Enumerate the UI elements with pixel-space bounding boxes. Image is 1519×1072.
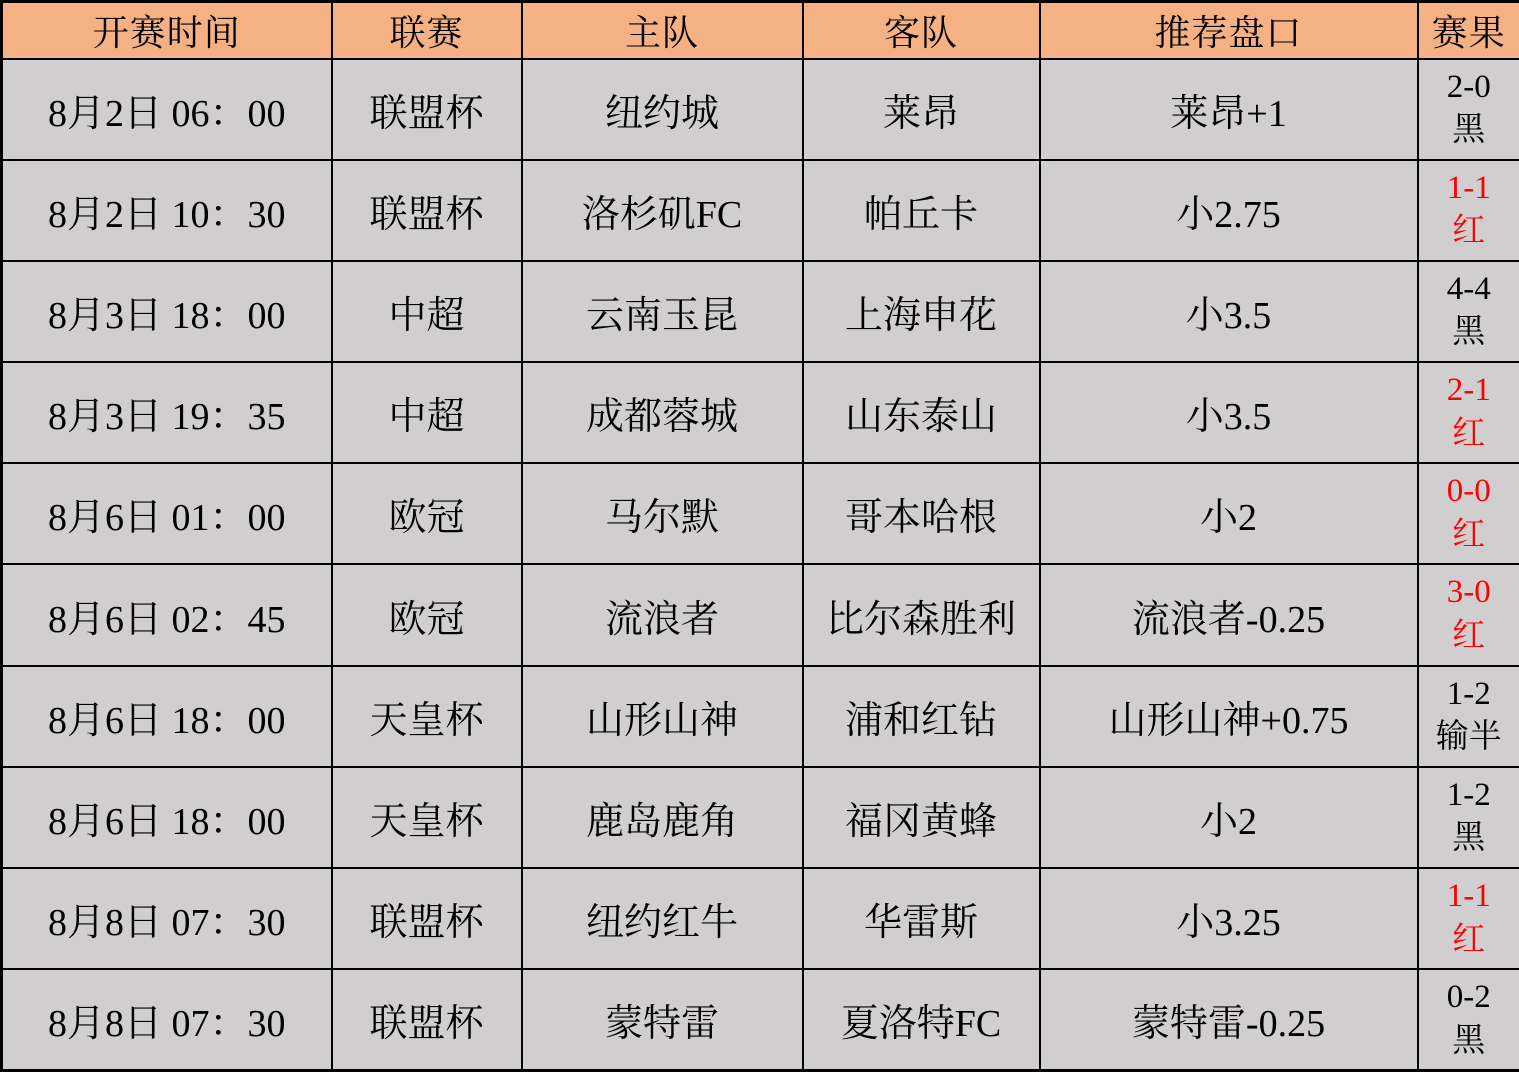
match-result (1418, 564, 1519, 665)
result-outcome: 红 (1452, 618, 1486, 655)
home-team-name: 云南玉昆 (522, 261, 803, 362)
result-score: 3-0 (1446, 574, 1491, 611)
match-row (2, 767, 1519, 868)
match-result (1418, 261, 1519, 362)
match-result (1418, 463, 1519, 564)
result-outcome: 红 (1452, 921, 1486, 958)
match-result (1418, 666, 1519, 767)
result-outcome: 红 (1452, 516, 1486, 553)
header-away-team: 客队 (803, 2, 1040, 59)
league-name: 天皇杯 (332, 666, 522, 767)
home-team-name: 山形山神 (522, 666, 803, 767)
kickoff-time: 8月6日 01：00 (2, 463, 332, 564)
recommended-handicap: 流浪者-0.25 (1040, 564, 1418, 665)
recommended-handicap: 小3.25 (1040, 868, 1418, 969)
away-team-name: 比尔森胜利 (803, 564, 1040, 665)
home-team-name: 成都蓉城 (522, 362, 803, 463)
recommended-handicap: 小2.75 (1040, 160, 1418, 261)
recommended-handicap: 小3.5 (1040, 261, 1418, 362)
recommended-handicap: 蒙特雷-0.25 (1040, 969, 1418, 1070)
recommended-handicap: 小2 (1040, 463, 1418, 564)
header-result: 赛果 (1418, 2, 1519, 59)
league-name: 联盟杯 (332, 969, 522, 1070)
result-score: 1-2 (1446, 675, 1491, 712)
header-league: 联赛 (332, 2, 522, 59)
result-outcome: 黑 (1452, 820, 1486, 857)
match-row (2, 59, 1519, 160)
away-team-name: 山东泰山 (803, 362, 1040, 463)
away-team-name: 莱昂 (803, 59, 1040, 160)
result-score: 0-2 (1446, 979, 1491, 1016)
kickoff-time: 8月2日 10：30 (2, 160, 332, 261)
result-score: 2-1 (1446, 372, 1491, 409)
kickoff-time: 8月2日 06：00 (2, 59, 332, 160)
kickoff-time: 8月3日 19：35 (2, 362, 332, 463)
header-row (2, 2, 1519, 59)
home-team-name: 鹿岛鹿角 (522, 767, 803, 868)
header-home-team: 主队 (522, 2, 803, 59)
home-team-name: 马尔默 (522, 463, 803, 564)
match-result (1418, 59, 1519, 160)
kickoff-time: 8月6日 02：45 (2, 564, 332, 665)
kickoff-time: 8月8日 07：30 (2, 868, 332, 969)
kickoff-time: 8月8日 07：30 (2, 969, 332, 1070)
result-score: 1-1 (1446, 169, 1491, 206)
recommended-handicap: 莱昂+1 (1040, 59, 1418, 160)
result-outcome: 红 (1452, 415, 1486, 452)
result-score: 2-0 (1446, 68, 1491, 105)
match-row (2, 666, 1519, 767)
home-team-name: 纽约红牛 (522, 868, 803, 969)
league-name: 欧冠 (332, 564, 522, 665)
match-row (2, 463, 1519, 564)
league-name: 联盟杯 (332, 59, 522, 160)
match-row (2, 362, 1519, 463)
match-row (2, 160, 1519, 261)
league-name: 天皇杯 (332, 767, 522, 868)
league-name: 联盟杯 (332, 868, 522, 969)
away-team-name: 帕丘卡 (803, 160, 1040, 261)
away-team-name: 华雷斯 (803, 868, 1040, 969)
away-team-name: 福冈黄蜂 (803, 767, 1040, 868)
recommended-handicap: 小3.5 (1040, 362, 1418, 463)
match-row (2, 868, 1519, 969)
home-team-name: 蒙特雷 (522, 969, 803, 1070)
league-name: 欧冠 (332, 463, 522, 564)
kickoff-time: 8月3日 18：00 (2, 261, 332, 362)
away-team-name: 浦和红钻 (803, 666, 1040, 767)
match-result (1418, 969, 1519, 1070)
result-score: 1-1 (1446, 878, 1491, 915)
result-outcome: 红 (1452, 213, 1486, 250)
result-score: 1-2 (1446, 776, 1491, 813)
kickoff-time: 8月6日 18：00 (2, 767, 332, 868)
home-team-name: 纽约城 (522, 59, 803, 160)
match-row (2, 261, 1519, 362)
match-result (1418, 767, 1519, 868)
home-team-name: 洛杉矶FC (522, 160, 803, 261)
result-outcome: 黑 (1452, 1022, 1486, 1059)
result-score: 4-4 (1446, 270, 1491, 307)
league-name: 中超 (332, 261, 522, 362)
match-result (1418, 868, 1519, 969)
league-name: 联盟杯 (332, 160, 522, 261)
match-row (2, 969, 1519, 1070)
result-outcome: 黑 (1452, 314, 1486, 351)
result-outcome: 黑 (1452, 112, 1486, 149)
away-team-name: 夏洛特FC (803, 969, 1040, 1070)
match-row (2, 564, 1519, 665)
recommended-handicap: 小2 (1040, 767, 1418, 868)
home-team-name: 流浪者 (522, 564, 803, 665)
away-team-name: 上海申花 (803, 261, 1040, 362)
league-name: 中超 (332, 362, 522, 463)
match-result (1418, 160, 1519, 261)
header-kickoff-time: 开赛时间 (2, 2, 332, 59)
match-result (1418, 362, 1519, 463)
result-score: 0-0 (1446, 473, 1491, 510)
kickoff-time: 8月6日 18：00 (2, 666, 332, 767)
recommended-handicap: 山形山神+0.75 (1040, 666, 1418, 767)
away-team-name: 哥本哈根 (803, 463, 1040, 564)
result-outcome: 输半 (1435, 719, 1502, 756)
header-recommended-handicap: 推荐盘口 (1040, 2, 1418, 59)
